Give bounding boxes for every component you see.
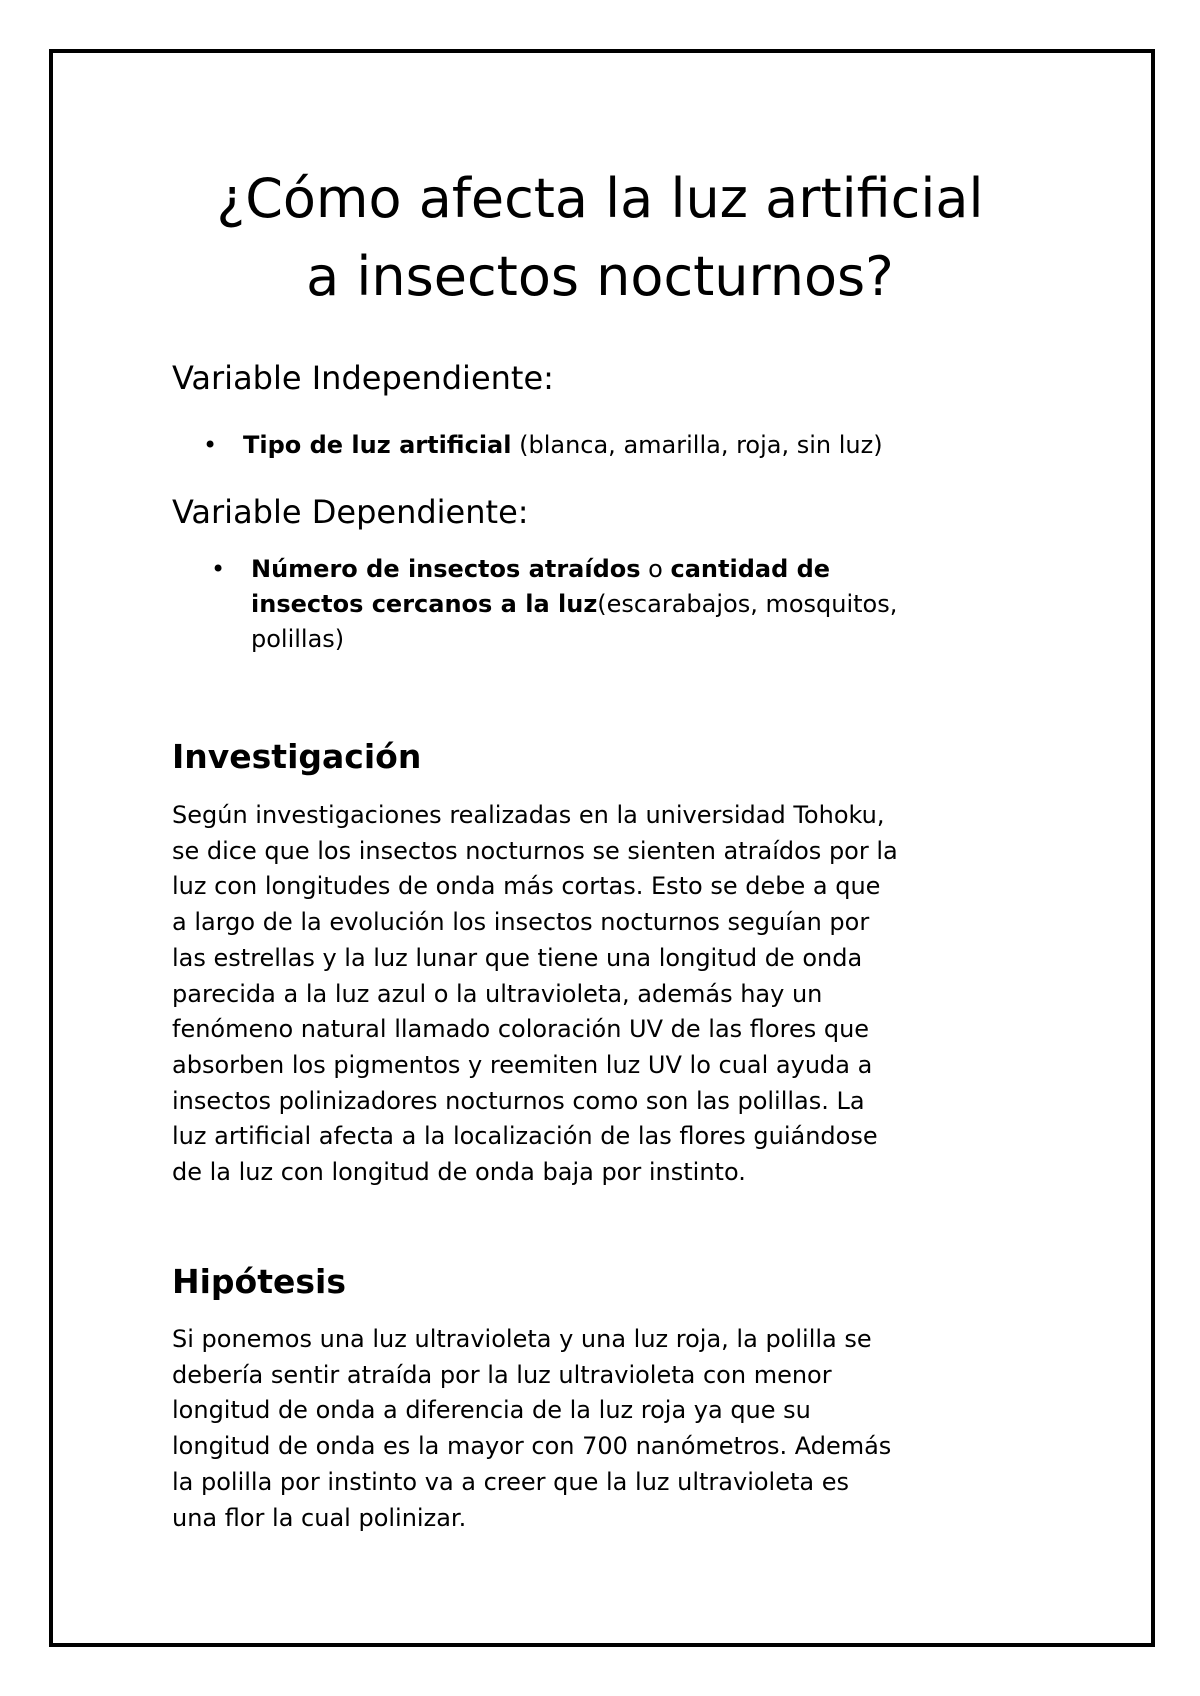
list-item (211, 552, 1031, 657)
research-line: fenómeno natural llamado coloración UV de las flores que (172, 1015, 870, 1044)
title-line-1: ¿Cómo afecta la luz artificial (216, 167, 984, 230)
research-line: parecida a la luz azul o la ultravioleta, además hay un (172, 979, 823, 1008)
research-line: Según investigaciones realizadas en la universidad Tohoku, (172, 801, 885, 829)
dependent-variable-connector: o (640, 555, 671, 583)
title-line-2: a insectos nocturnos? (306, 245, 894, 308)
research-line: de la luz con longitud de onda baja por instinto. (172, 1158, 746, 1187)
research-heading: Investigación (172, 737, 422, 776)
hypothesis-line: una flor la cual polinizar. (172, 1503, 467, 1532)
dependent-variable-heading: Variable Dependiente: (172, 493, 529, 531)
research-line: se dice que los insectos nocturnos se sienten atraídos por la (172, 836, 898, 865)
hypothesis-line: longitud de onda es la mayor con 700 nanómetros. Además (172, 1432, 892, 1461)
dependent-variable-list (211, 552, 1031, 657)
research-line: luz con longitudes de onda más cortas. Esto se debe a que (172, 872, 881, 901)
research-paragraph (172, 798, 1052, 1191)
page-title (172, 160, 1028, 316)
hypothesis-line: Si ponemos una luz ultravioleta y una luz roja, la polilla se (172, 1325, 872, 1353)
research-line: luz artificial afecta a la localización de las flores guiándose (172, 1122, 878, 1151)
research-line: las estrellas y la luz lunar que tiene una longitud de onda (172, 943, 863, 972)
research-line: a largo de la evolución los insectos nocturnos seguían por (172, 908, 870, 937)
independent-variable-term: Tipo de luz artificial (243, 431, 512, 459)
hypothesis-paragraph (172, 1322, 1052, 1536)
hypothesis-line: longitud de onda a diferencia de la luz roja ya que su (172, 1396, 811, 1425)
dependent-variable-detail-2: polillas) (251, 625, 345, 653)
list-item (203, 428, 1003, 463)
dependent-variable-term-3: insectos cercanos a la luz (251, 590, 598, 618)
independent-variable-list (203, 428, 1003, 463)
hypothesis-heading: Hipótesis (172, 1262, 346, 1301)
bullet-icon: • (203, 431, 218, 459)
research-line: insectos polinizadores nocturnos como son las polillas. La (172, 1086, 865, 1115)
dependent-variable-term-2: cantidad de (670, 555, 831, 583)
dependent-variable-term-1: Número de insectos atraídos (251, 555, 641, 583)
research-line: absorben los pigmentos y reemiten luz UV lo cual ayuda a (172, 1050, 873, 1079)
dependent-variable-detail: (escarabajos, mosquitos, (597, 590, 898, 618)
independent-variable-detail: (blanca, amarilla, roja, sin luz) (511, 431, 883, 459)
independent-variable-heading: Variable Independiente: (172, 359, 554, 397)
bullet-icon: • (211, 555, 226, 583)
hypothesis-line: la polilla por instinto va a creer que la luz ultravioleta es (172, 1467, 849, 1496)
hypothesis-line: debería sentir atraída por la luz ultravioleta con menor (172, 1360, 832, 1389)
